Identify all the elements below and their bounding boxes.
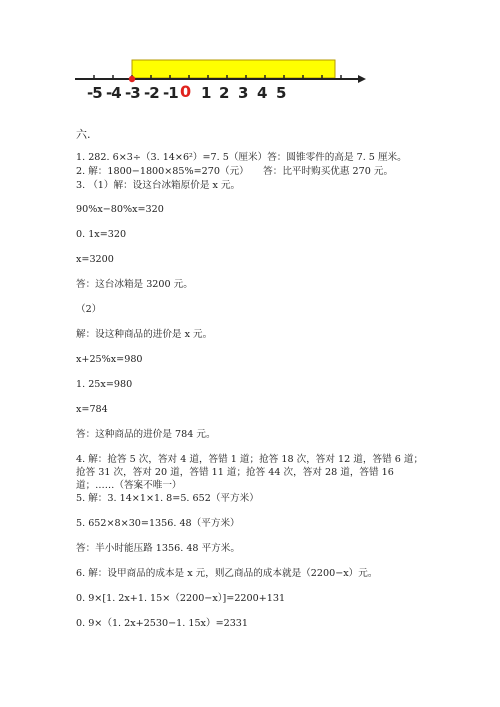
equation-line: 90%x−80%x=320	[76, 204, 164, 215]
tick-label-neg3: -3	[125, 84, 140, 102]
axis-arrow	[358, 75, 366, 83]
section-title: 六.	[76, 128, 91, 141]
number-line-svg	[0, 0, 500, 110]
equation-line: x=784	[76, 404, 108, 415]
answer-line-1: 1. 282. 6×3÷（3. 14×6²）=7. 5（厘米）答：圆锥零件的高是 7. 5 厘米。	[76, 152, 407, 163]
equation-line: x=3200	[76, 254, 114, 265]
answer-line-3: 3. （1）解：设这台冰箱原价是 x 元。	[76, 180, 241, 191]
number-line-figure	[0, 0, 500, 110]
tick-label-3: 3	[238, 84, 248, 102]
answer-line-2: 2. 解：1800−1800×85%=270（元） 答：比平时购买优惠 270 元。	[76, 166, 394, 177]
answer-statement: 答：半小时能压路 1356. 48 平方米。	[76, 543, 240, 554]
equation-line: 0. 9×（1. 2x+2530−1. 15x）=2331	[76, 618, 249, 629]
answer-line-4: 4. 解：抢答 5 次，答对 4 道，答错 1 道；抢答 18 次，答对 12 道，答错 6 道；	[76, 454, 424, 465]
answer-line-6: 6. 解：设甲商品的成本是 x 元，则乙商品的成本就是（2200−x）元。	[76, 568, 378, 579]
answer-statement: 答：这种商品的进价是 784 元。	[76, 429, 216, 440]
highlight-segment	[132, 60, 335, 78]
tick-label-neg4: -4	[106, 84, 121, 102]
equation-line: 0. 9×[1. 2x+1. 15×（2200−x）]=2200+131	[76, 593, 286, 604]
tick-label-5: 5	[276, 84, 286, 102]
tick-label-zero: 0	[180, 82, 191, 101]
answer-line-4-cont: 抢答 31 次，答对 20 道，答错 11 道；抢答 44 次，答对 28 道，答错 16	[76, 467, 394, 478]
answer-line-4-cont: 道；……（答案不唯一）	[76, 480, 182, 491]
equation-line: 1. 25x=980	[76, 379, 133, 390]
start-point	[129, 76, 135, 82]
solution-line: 解：设这种商品的进价是 x 元。	[76, 329, 213, 340]
equation-line: 5. 652×8×30=1356. 48（平方米）	[76, 518, 240, 529]
equation-line: 0. 1x=320	[76, 229, 127, 240]
sub-question-label: （2）	[76, 304, 102, 315]
tick-label-neg5: -5	[87, 84, 102, 102]
answer-statement: 答：这台冰箱是 3200 元。	[76, 279, 193, 290]
tick-label-neg1: -1	[163, 84, 178, 102]
tick-label-neg2: -2	[144, 84, 159, 102]
tick-label-1: 1	[201, 84, 211, 102]
tick-label-2: 2	[219, 84, 229, 102]
tick-label-4: 4	[257, 84, 267, 102]
answer-line-5: 5. 解：3. 14×1×1. 8=5. 652（平方米）	[76, 493, 259, 504]
equation-line: x+25%x=980	[76, 354, 143, 365]
